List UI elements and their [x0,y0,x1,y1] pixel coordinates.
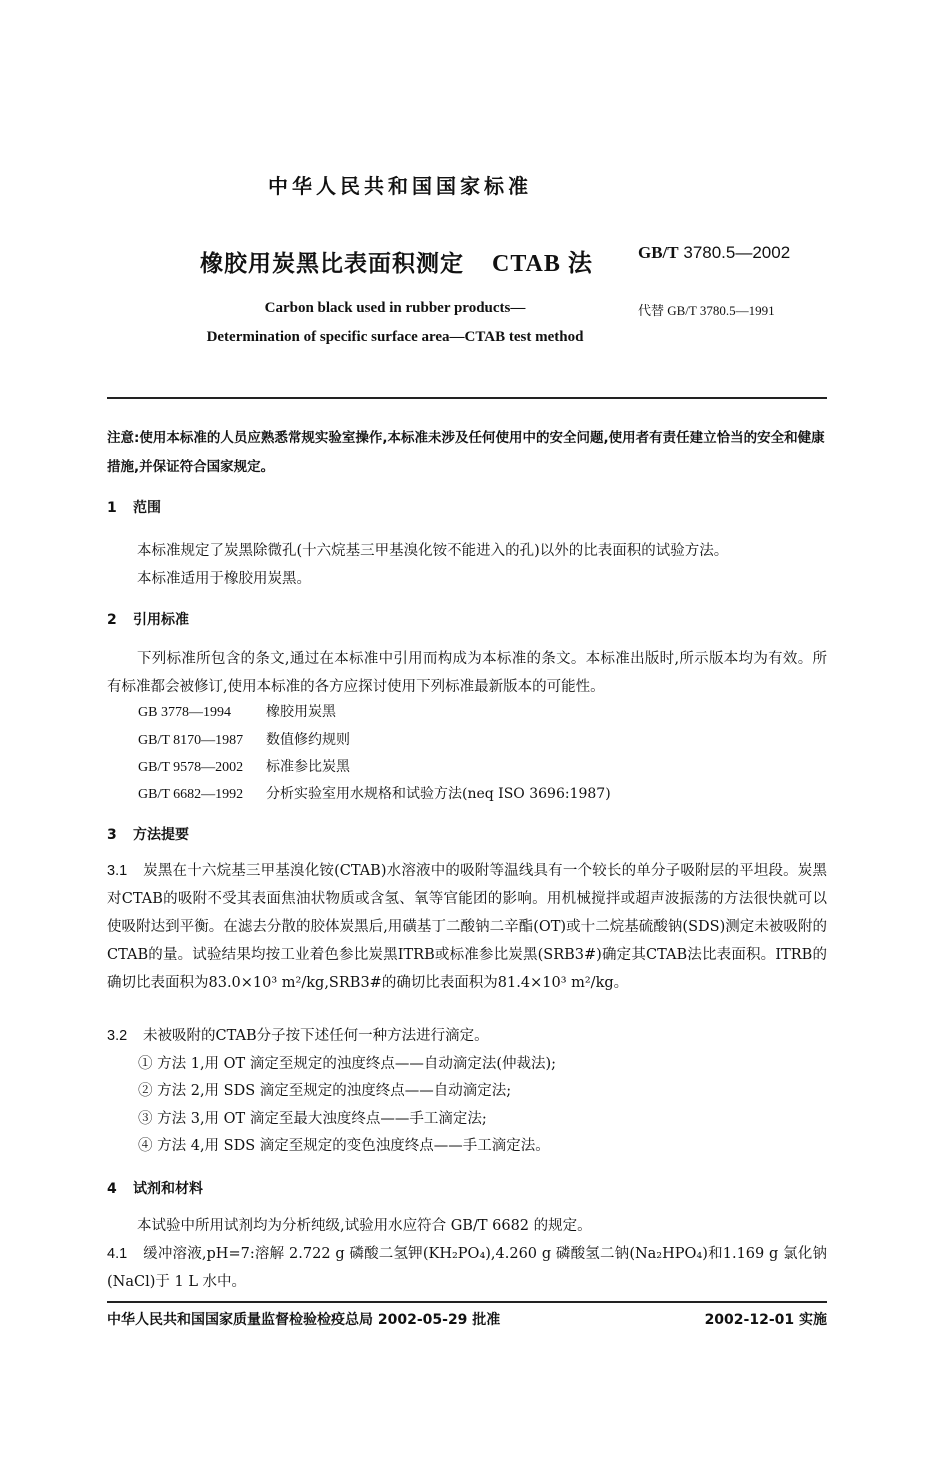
section-title: 方法提要 [133,827,189,843]
section-1-paragraph-1: 本标准规定了炭黑除微孔(十六烷基三甲基溴化铵不能进入的孔)以外的比表面积的试验方法。 [137,543,729,559]
standard-prefix: GB/T [638,243,679,262]
clause-3-2 [107,1024,489,1045]
method-item: ④ 方法 4,用 SDS 滴定至规定的变色浊度终点——手工滴定法。 [138,1138,550,1154]
method-item: ③ 方法 3,用 OT 滴定至最大浊度终点——手工滴定法; [138,1111,487,1127]
section-number: 4 [107,1181,117,1197]
reference-code: GB/T 9578—2002 [138,760,244,775]
clause-number: 4.1 [107,1246,128,1262]
section-number: 3 [107,827,117,843]
replaces-standard: 代替 GB/T 3780.5—1991 [638,303,775,318]
national-standard-heading: 中华人民共和国国家标准 [268,174,532,198]
standard-code: 3780.5—2002 [683,243,791,262]
section-2-paragraph: 下列标准所包含的条文,通过在本标准中引用而构成为本标准的条文。本标准出版时,所示版本均为有效。所有标准都会被修订,使用本标准的各方应探讨使用下列标准最新版本的可能性。 [107,651,827,695]
reference-title: 橡胶用炭黑 [266,704,336,720]
section-4-paragraph: 本试验中所用试剂均为分析纯级,试验用水应符合 GB/T 6682 的规定。 [137,1218,592,1234]
standard-number [638,243,790,263]
clause-number: 3.2 [107,1028,128,1044]
clause-text: 缓冲溶液,pH=7:溶解 2.722 g 磷酸二氢钾(KH₂PO₄),4.260 g 磷酸氢二钠(Na₂HPO₄)和1.169 g 氯化钠(NaCl)于 1 L 水中。 [107,1246,827,1290]
section-3-heading [107,824,189,844]
section-4-heading [107,1178,203,1198]
reference-title: 数值修约规则 [266,732,350,748]
reference-code: GB/T 6682—1992 [138,787,244,802]
english-title-line-1: Carbon black used in rubber products— [264,300,526,316]
implementation-date: 2002-12-01 实施 [704,1312,827,1328]
reference-code: GB/T 8170—1987 [138,733,244,748]
reference-item [138,756,350,776]
header-divider [107,397,827,399]
safety-note: 注意:使用本标准的人员应熟悉常规实验室操作,本标准未涉及任何使用中的安全问题,使用者有责任建立恰当的安全和健康措施,并保证符合国家规定。 [107,430,825,475]
clause-text: 未被吸附的CTAB分子按下述任何一种方法进行滴定。 [143,1028,489,1044]
section-number: 2 [107,612,117,628]
section-2-heading [107,609,189,629]
section-1-heading [107,497,161,517]
section-title: 范围 [133,500,161,516]
reference-item [138,729,350,749]
clause-text: 炭黑在十六烷基三甲基溴化铵(CTAB)水溶液中的吸附等温线具有一个较长的单分子吸附层的平坦段。炭黑对CTAB的吸附不受其表面焦油状物质或含氢、氧等官能团的影响。用机械搅拌或超声波振荡的方法很快就可以使吸附达到平衡。在滤去分散的胶体炭黑后,用磺基丁二酸钠二辛酯(OT)或十二烷基硫酸钠(SDS)测定未被吸附的CTAB的量。试验结果均按工业着色参比炭黑ITRB或标准参比炭黑(SRB3#)确定其CTAB法比表面积。ITRB的确切比表面积为83.0×10³ m²/kg,SRB3#的确切比表面积为81.4×10³ m²/kg。 [107,863,827,991]
section-title: 试剂和材料 [133,1181,203,1197]
reference-title: 分析实验室用水规格和试验方法(neq ISO 3696:1987) [266,786,611,802]
section-number: 1 [107,500,117,516]
english-title-line-2: Determination of specific surface area—CTAB test method [206,329,584,345]
approval-line: 中华人民共和国国家质量监督检验检疫总局 2002-05-29 批准 [107,1312,501,1328]
document-title [200,243,593,278]
title-chinese: 橡胶用炭黑比表面积测定 [200,251,464,277]
section-1-paragraph-2: 本标准适用于橡胶用炭黑。 [137,571,311,587]
reference-title: 标准参比炭黑 [266,759,350,775]
clause-number: 3.1 [107,863,128,879]
reference-item [138,701,336,721]
title-method: CTAB 法 [492,251,593,277]
clause-3-1 [107,857,827,997]
method-item: ② 方法 2,用 SDS 滴定至规定的浊度终点——自动滴定法; [138,1083,512,1099]
reference-item [138,783,611,803]
reference-code: GB 3778—1994 [138,705,231,720]
footer-divider [107,1301,827,1303]
section-title: 引用标准 [133,612,189,628]
clause-4-1 [107,1240,827,1296]
method-item: ① 方法 1,用 OT 滴定至规定的浊度终点——自动滴定法(仲裁法); [138,1056,557,1072]
